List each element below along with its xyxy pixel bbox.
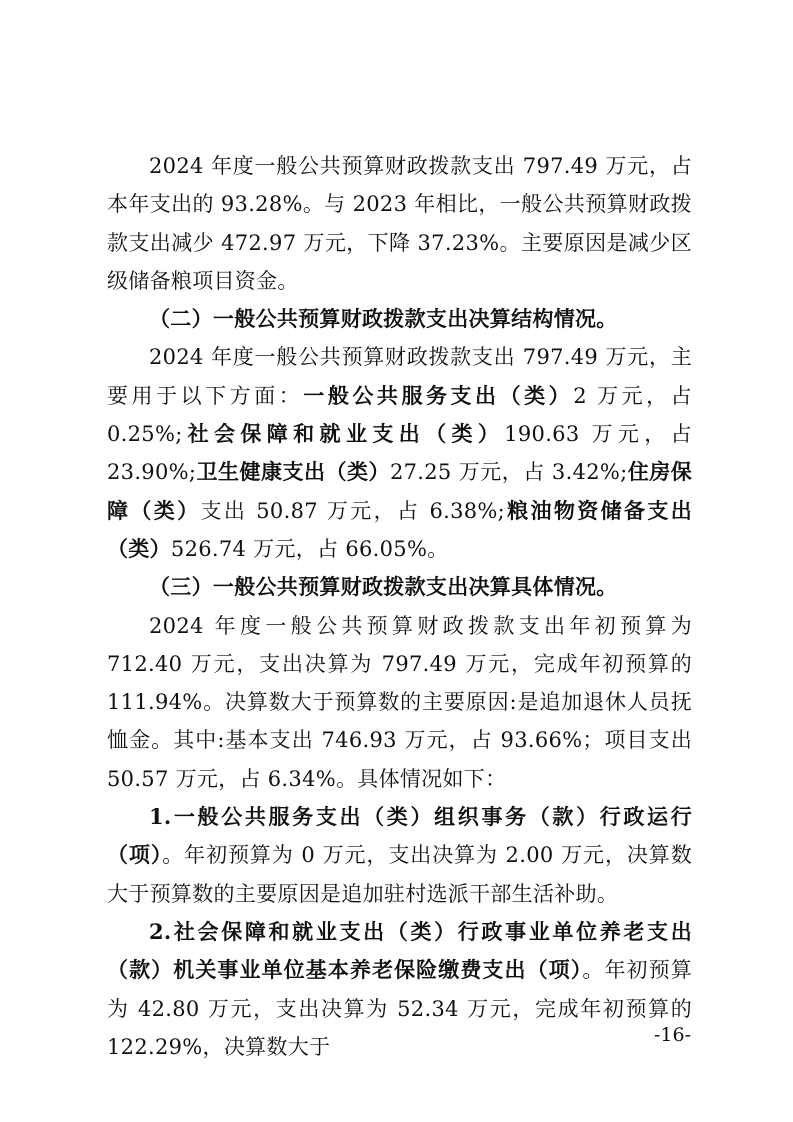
- detail-item-2-text: 。年初预算为 42.80 万元，支出决算为 52.34 万元，完成年初预算的 122.29%，决算数大于: [107, 958, 692, 1059]
- structure-intro: 2024 年度一般公共预算财政拨款支出 797.49 万元，主要用于以下方面：: [107, 345, 692, 408]
- category-general-public-services: 一般公共服务支出（类）: [303, 382, 574, 408]
- category-general-public-services-value: 2 万元，占 0.25%;: [107, 383, 692, 447]
- paragraph-expenditure-summary: 2024 年度一般公共预算财政拨款支出 797.49 万元，占本年支出的 93.28%。与 2023 年相比，一般公共预算财政拨款支出减少 472.97 万元，下降 37.23%。主要原因是减少区级储备粮项目资金。: [107, 154, 692, 293]
- document-body: [107, 147, 692, 1066]
- category-social-security: 社会保障和就业支出（类）: [182, 421, 505, 447]
- paragraph-expenditure-details: 2024 年度一般公共预算财政拨款支出年初预算为 712.40 万元，支出决算为 797.49 万元，完成年初预算的 111.94%。决算数大于预算数的主要原因:是追加退休人员抚恤金。其中:基本支出 746.93 万元，占 93.66%；项目支出 50.57 万元，占 6.34%。具体情况如下：: [107, 613, 692, 791]
- paragraph-expenditure-structure: [107, 338, 692, 568]
- section-heading-structure: （二）一般公共预算财政拨款支出决算结构情况。: [149, 306, 618, 332]
- category-housing: 住房保障（类）: [107, 459, 693, 523]
- category-grain-reserve: 粮油物资储备支出（类）: [107, 497, 692, 561]
- detail-item-1-text: 。年初预算为 0 万元，支出决算为 2.00 万元，决算数大于预算数的主要原因是追加驻村选派干部生活补助。: [107, 843, 692, 906]
- category-social-security-value: 190.63 万元，占 23.90%;: [107, 422, 692, 485]
- category-housing-value: 支出 50.87 万元，占 6.38%;: [200, 498, 506, 523]
- detail-item-2-label: 2.社会保障和就业支出（类）行政事业单位养老支出（款）机关事业单位基本养老保险缴费支出（项）: [107, 918, 692, 983]
- category-health-value: 27.25 万元，占 3.42%;: [389, 460, 628, 485]
- category-grain-reserve-value: 526.74 万元，占 66.05%。: [170, 536, 449, 561]
- detail-item-1: [107, 798, 692, 913]
- page-number: -16-: [653, 1024, 691, 1046]
- detail-item-1-label: 1.一般公共服务支出（类）组织事务（款）行政运行（项）: [107, 804, 692, 868]
- section-heading-details: （三）一般公共预算财政拨款支出决算具体情况。: [149, 574, 618, 600]
- category-health: 卫生健康支出（类）: [196, 459, 390, 485]
- detail-item-2: [107, 913, 692, 1066]
